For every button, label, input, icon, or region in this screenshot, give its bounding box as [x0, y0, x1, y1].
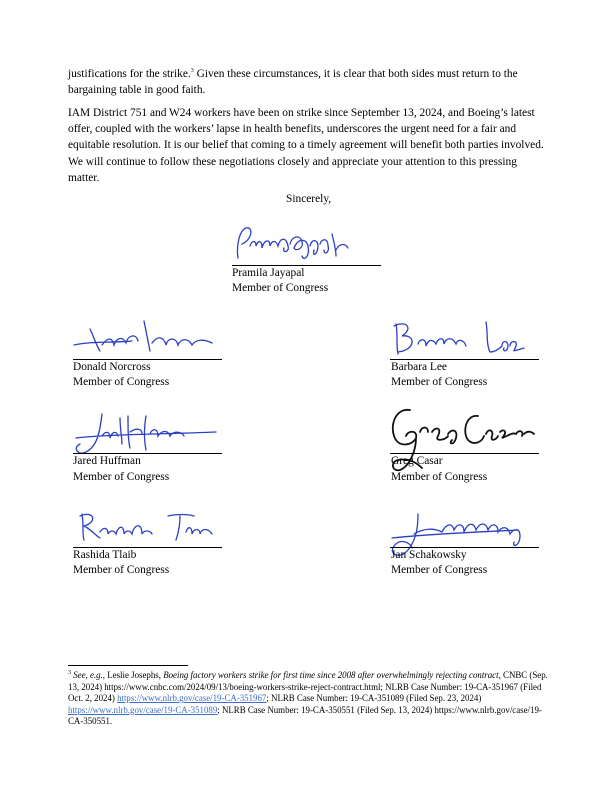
signer-name-norcross: Donald Norcross: [73, 361, 151, 373]
signer-name-lee: Barbara Lee: [391, 361, 447, 373]
paragraph-1-start: justifications for the strike.: [68, 68, 191, 80]
signer-title-schakowsky: Member of Congress: [391, 564, 488, 576]
footnote-number: 3: [68, 670, 71, 677]
signer-title-tlaib: Member of Congress: [73, 564, 170, 576]
footnote-separator: [68, 665, 188, 666]
signer-name-huffman: Jared Huffman: [73, 455, 141, 467]
signer-name-schakowsky: Jan Schakowsky: [391, 549, 467, 561]
footnote-article-title: Boeing factory workers strike for first time since 2008 after overwhelmingly rejecting contract: [163, 670, 499, 680]
footnote: [68, 670, 552, 728]
signer-title-norcross: Member of Congress: [73, 376, 170, 388]
footnote-ref[interactable]: 3: [190, 68, 194, 75]
signature-norcross-image: [72, 315, 222, 357]
footnote-author: , Leslie Josephs,: [102, 670, 164, 680]
closing: Sincerely,: [286, 193, 332, 205]
signer-title-huffman: Member of Congress: [73, 471, 170, 483]
footnote-link-1[interactable]: https://www.nlrb.gov/case/19-CA-351967: [117, 693, 267, 704]
paragraph-1-end: Given these circumstances, it is clear that both sides must return to the bargaining table in good faith.: [68, 68, 518, 97]
footnote-cite-1: , CNBC (Sep. 13, 2024) https://www.cnbc.com/2024/09/13/boeing-workers-strike-reject-contract.html;: [68, 670, 548, 692]
footnote-case-1: NLRB Case Number: 19-CA-351967 (Filed Oct. 2, 2024): [68, 681, 542, 704]
signer-title-jayapal: Member of Congress: [232, 282, 329, 294]
signature-tlaib-image: [72, 508, 222, 548]
paragraph-1: [68, 66, 546, 98]
footnote-case-2: ; NLRB Case Number: 19-CA-351089 (Filed Sep. 23, 2024): [266, 693, 482, 704]
signer-title-casar: Member of Congress: [391, 471, 488, 483]
signer-name-casar: Greg Casar: [391, 455, 443, 467]
paragraph-2: IAM District 751 and W24 workers have been on strike since September 13, 2024, and Boeing’s latest offer, coupled with the workers’ lapse in health benefits, underscores the urgent need for a fair and equitable resolution. It is our belief that coming to a timely agreement will benefit both parties involved. We will continue to follow these negotiations closely and appreciate your attention to this pressing matter.: [68, 107, 544, 184]
signer-title-lee: Member of Congress: [391, 376, 488, 388]
signer-name-tlaib: Rashida Tlaib: [73, 549, 137, 561]
signature-jayapal-image: [232, 222, 352, 266]
footnote-link-2[interactable]: https://www.nlrb.gov/case/19-CA-351089: [68, 704, 218, 715]
footnote-signal: See, e.g.: [73, 670, 103, 680]
footnote-case-3: ; NLRB Case Number: 19-CA-350551 (Filed Sep. 13, 2024) https://www.nlrb.gov/case/19-CA-350551.: [68, 704, 542, 727]
signature-lee-image: [390, 318, 530, 360]
signer-name-jayapal: Pramila Jayapal: [232, 267, 305, 279]
